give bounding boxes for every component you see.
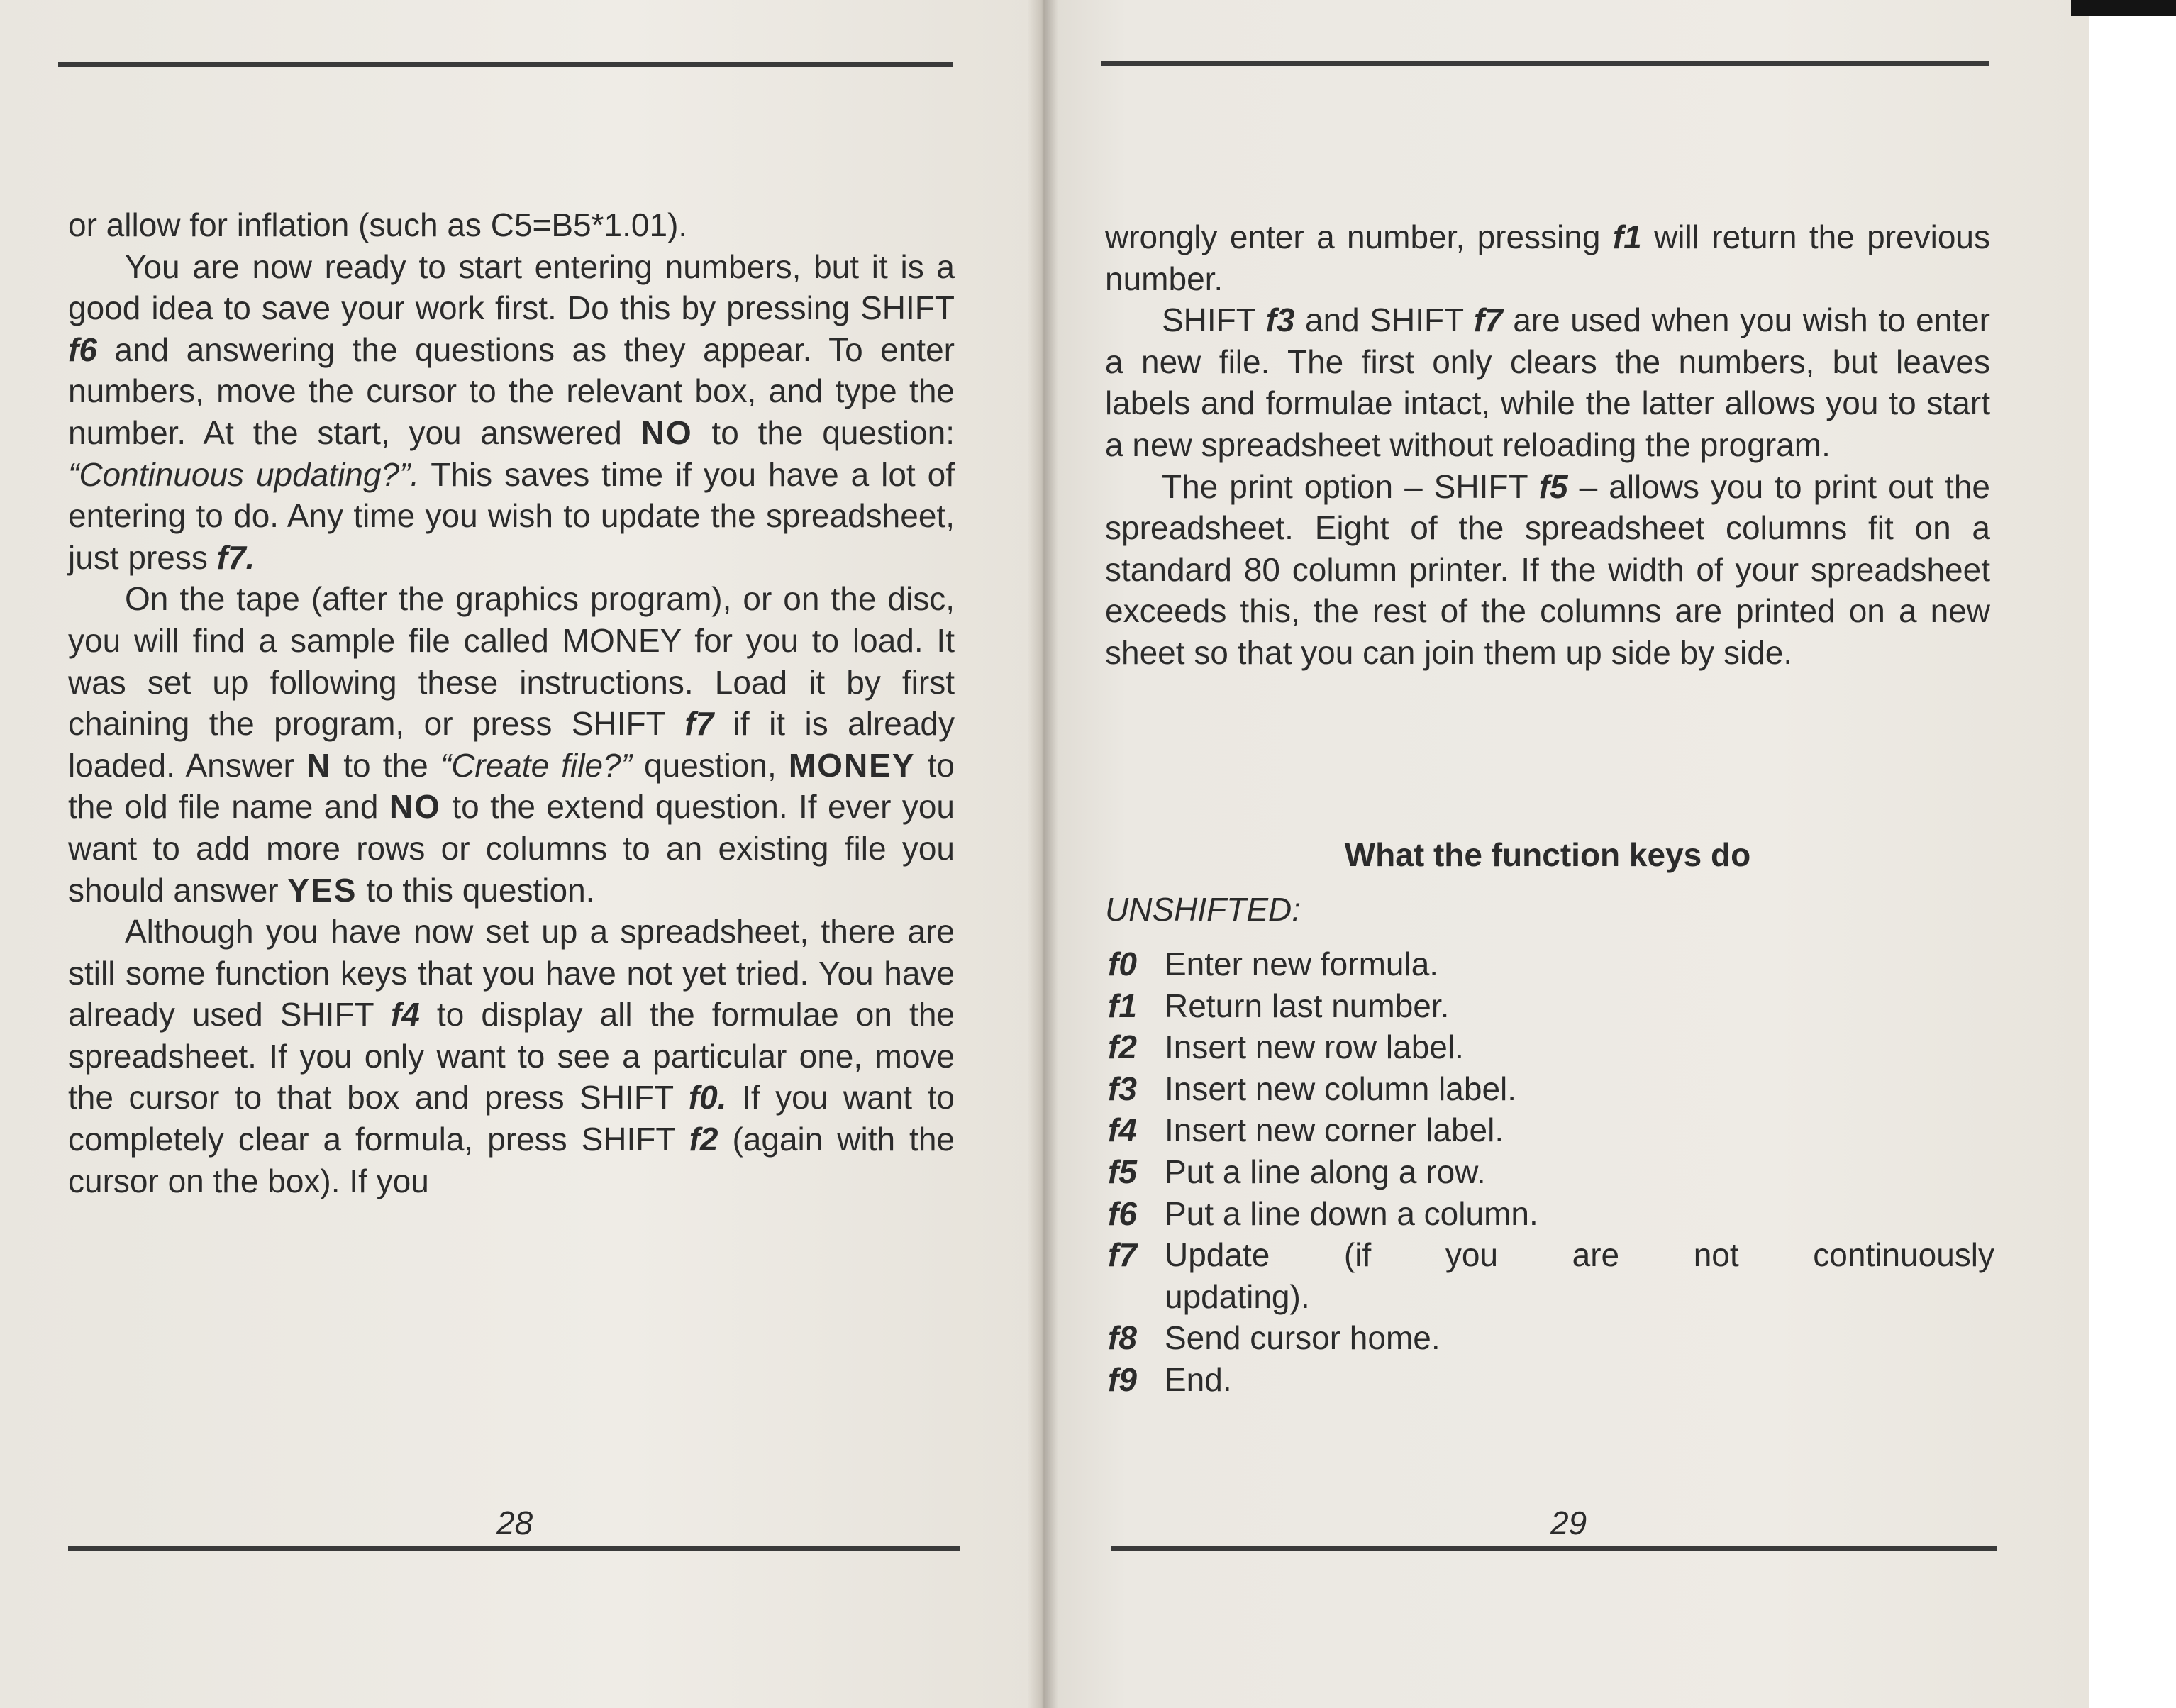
function-key-ref: f2 <box>689 1121 718 1158</box>
right-bottom-rule <box>1111 1546 1997 1551</box>
paragraph <box>68 246 955 579</box>
bold-term: NO <box>389 788 441 826</box>
text-run: This saves time if you have a lot of entering to do. Any time you wish to update the spreadsheet, just press <box>68 455 955 576</box>
function-key-name: f2 <box>1108 1028 1137 1066</box>
right-body-text <box>1105 216 1990 674</box>
text-run: to the old file name and <box>68 746 955 826</box>
bold-term: N <box>306 746 332 784</box>
function-key-description <box>1165 1234 1994 1317</box>
text-run: if it is already loaded. Answer <box>68 705 955 784</box>
function-key-ref: f3 <box>1265 301 1295 339</box>
paragraph <box>1105 216 1990 299</box>
function-key-description: Insert new corner label. <box>1165 1111 1504 1149</box>
function-key-description: Put a line down a column. <box>1165 1194 1538 1232</box>
text-run: The print option – SHIFT <box>1162 467 1539 505</box>
function-key-ref: f5 <box>1538 467 1568 505</box>
description-line: Update (if you are not continuously <box>1165 1236 1994 1274</box>
function-key-name: f5 <box>1108 1153 1137 1190</box>
function-key-description: Enter new formula. <box>1165 946 1439 982</box>
function-key-name: f6 <box>1108 1194 1137 1232</box>
italic-phrase: “Create file?” <box>440 746 632 784</box>
function-key-item <box>1108 1359 1994 1401</box>
function-key-ref: f7 <box>1473 301 1503 339</box>
function-key-item <box>1108 1068 1994 1110</box>
function-key-item <box>1108 1026 1994 1068</box>
function-key-item <box>1108 1234 1994 1317</box>
function-key-name: f0 <box>1108 946 1137 982</box>
text-run: – allows you to print out the spreadsheet. Eight of the spreadsheet columns fit on a standard 80 column printer. If the width of your spreadsheet exceeds this, the rest of the columns are printed on a new sheet so that you can join them up side by side. <box>1105 467 1990 671</box>
function-key-item <box>1108 943 1994 985</box>
unshifted-label: UNSHIFTED: <box>1105 891 1301 928</box>
function-key-ref: f1 <box>1612 218 1642 255</box>
text-run: are used when you wish to enter a new file. The first only clears the numbers, but leaves labels and formulae intact, while the latter allows you to start a new spreadsheet without reloading the program. <box>1105 301 1990 463</box>
page-number-left: 28 <box>496 1504 533 1541</box>
function-key-description: Insert new column label. <box>1165 1070 1517 1107</box>
paragraph <box>1105 466 1990 674</box>
text-run: On the tape (after the graphics program), or on the disc, you will find a sample file called MONEY for you to load. It was set up following these instructions. Load it by first chaining the program, or press SHIFT <box>68 580 955 743</box>
function-key-name: f8 <box>1108 1319 1137 1357</box>
function-key-name: f3 <box>1108 1070 1137 1107</box>
description-continuation: updating). <box>1165 1277 1310 1315</box>
text-run: Although you have now set up a spreadsheet, there are still some function keys that you have not yet tried. You have already used SHIFT <box>68 913 955 1033</box>
bold-term: MONEY <box>788 746 916 784</box>
function-key-description: Insert new row label. <box>1165 1028 1464 1066</box>
text-run: and answering the questions as they appear. To enter numbers, move the cursor to the relevant box, and type the number. At the start, you answered <box>68 331 955 451</box>
italic-phrase: “Continuous updating?”. <box>68 455 420 493</box>
book-spine <box>1027 0 1058 1708</box>
function-key-ref: f4 <box>390 996 420 1033</box>
paragraph <box>68 911 955 1202</box>
paragraph <box>1105 299 1990 465</box>
function-key-name: f4 <box>1108 1111 1137 1149</box>
left-body-text <box>68 204 955 1202</box>
text-run: to the extend question. If ever you want to add more rows or columns to an existing file you should answer <box>68 788 955 909</box>
text-run: You are now ready to start entering numbers, but it is a good idea to save your work first. Do this by pressing SHIFT <box>68 248 955 327</box>
function-key-item <box>1108 1109 1994 1151</box>
text-run: and SHIFT <box>1294 301 1474 339</box>
text-run: (again with the cursor on the box). If you <box>68 1121 955 1199</box>
function-key-item <box>1108 1193 1994 1235</box>
function-key-item <box>1108 985 1994 1027</box>
function-key-description: Put a line along a row. <box>1165 1153 1486 1190</box>
section-heading: What the function keys do <box>1344 836 1751 873</box>
text-run: SHIFT <box>1162 301 1266 339</box>
text-run: wrongly enter a number, pressing <box>1105 218 1613 255</box>
text-run: will return the previous number. <box>1105 218 1991 297</box>
text-run: to the <box>331 746 440 784</box>
text-run: or allow for inflation (such as C5=B5*1.01). <box>68 206 688 243</box>
bold-term: YES <box>287 871 357 909</box>
paragraph <box>68 204 955 246</box>
function-key-description: Return last number. <box>1165 987 1450 1024</box>
text-run: to the question: <box>692 414 955 451</box>
function-key-name: f9 <box>1108 1360 1137 1398</box>
left-bottom-rule <box>68 1546 960 1551</box>
function-key-item <box>1108 1317 1994 1359</box>
function-key-ref: f7. <box>216 538 255 576</box>
left-top-rule <box>58 62 953 67</box>
function-key-ref: f6 <box>68 331 97 368</box>
paragraph <box>68 578 955 911</box>
function-key-name: f7 <box>1108 1236 1137 1274</box>
function-key-list <box>1108 943 1994 1401</box>
bold-term: NO <box>640 414 693 451</box>
function-key-ref: f7 <box>684 705 714 743</box>
function-key-description: End. <box>1165 1360 1232 1398</box>
text-run: question, <box>631 746 789 784</box>
text-run: If you want to completely clear a formula, press SHIFT <box>68 1079 955 1158</box>
text-run: to display all the formulae on the spreadsheet. If you only want to see a particular one, move the cursor to that box and press SHIFT <box>68 996 955 1116</box>
scan-edge-shadow <box>2071 0 2176 16</box>
page-number-right: 29 <box>1550 1504 1587 1541</box>
function-key-name: f1 <box>1108 987 1137 1024</box>
text-run: to this question. <box>357 871 595 909</box>
function-key-ref: f0. <box>688 1079 727 1116</box>
function-key-item <box>1108 1151 1994 1193</box>
right-top-rule <box>1101 61 1989 66</box>
function-key-description: Send cursor home. <box>1165 1319 1441 1357</box>
